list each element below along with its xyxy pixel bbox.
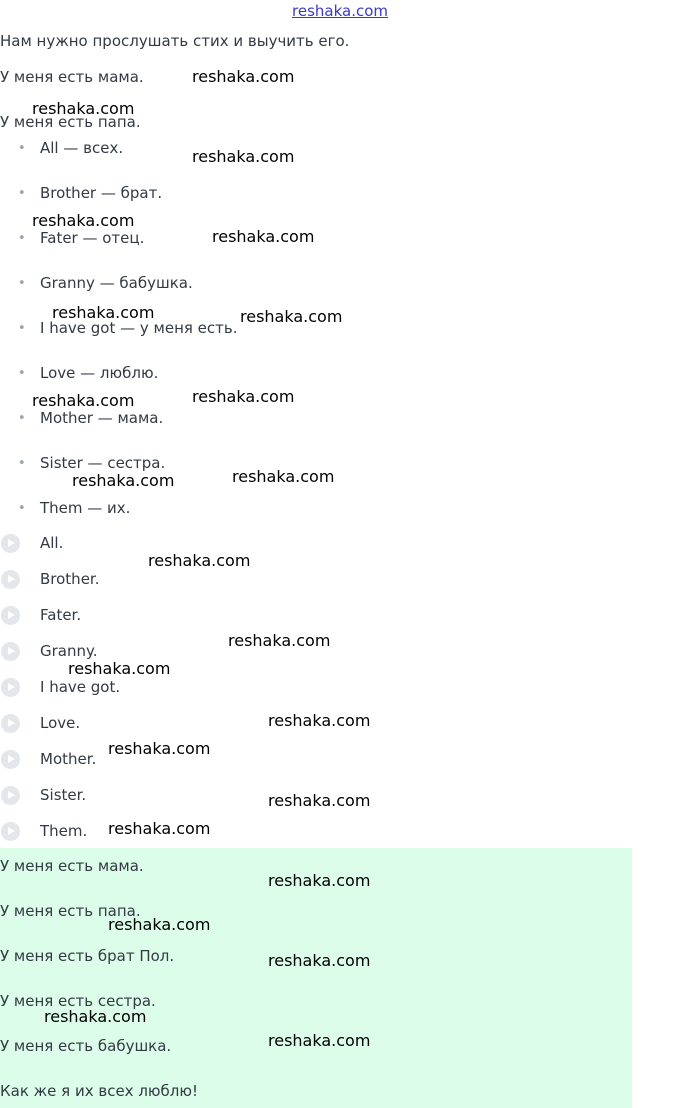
play-audio-icon[interactable]	[1, 714, 20, 733]
audio-word: All.	[40, 534, 64, 552]
watermark: reshaka.com	[268, 791, 371, 810]
watermark: reshaka.com	[32, 391, 135, 410]
intro-text: Нам нужно прослушать стих и выучить его.	[0, 32, 350, 50]
play-audio-icon[interactable]	[1, 606, 20, 625]
audio-word: Love.	[40, 714, 81, 732]
watermark: reshaka.com	[72, 471, 175, 490]
audio-word: Them.	[40, 822, 88, 840]
answer-line: У меня есть папа.	[0, 902, 141, 920]
poem-line: У меня есть мама.	[0, 68, 144, 86]
audio-word: Granny.	[40, 642, 98, 660]
watermark: reshaka.com	[68, 659, 171, 678]
watermark: reshaka.com	[228, 631, 331, 650]
watermark: reshaka.com	[192, 147, 295, 166]
audio-word: I have got.	[40, 678, 121, 696]
play-audio-icon[interactable]	[1, 642, 20, 661]
play-audio-icon[interactable]	[1, 534, 20, 553]
audio-word: Sister.	[40, 786, 87, 804]
play-audio-icon[interactable]	[1, 678, 20, 697]
watermark: reshaka.com	[108, 915, 211, 934]
vocabulary-item: I have got — у меня есть.	[40, 319, 238, 337]
watermark: reshaka.com	[192, 387, 295, 406]
answer-line: У меня есть бабушка.	[0, 1037, 172, 1055]
watermark: reshaka.com	[268, 1031, 371, 1050]
audio-word: Mother.	[40, 750, 97, 768]
bullet: •	[18, 186, 26, 201]
watermark: reshaka.com	[268, 711, 371, 730]
watermark: reshaka.com	[240, 307, 343, 326]
watermark: reshaka.com	[52, 303, 155, 322]
watermark: reshaka.com	[44, 1007, 147, 1026]
vocabulary-item: Mother — мама.	[40, 409, 164, 427]
bullet: •	[18, 411, 26, 426]
watermark: reshaka.com	[108, 819, 211, 838]
watermark: reshaka.com	[32, 211, 135, 230]
audio-word: Fater.	[40, 606, 82, 624]
bullet: •	[18, 501, 26, 516]
watermark: reshaka.com	[212, 227, 315, 246]
site-header-link[interactable]: reshaka.com	[292, 2, 388, 20]
answer-line: Как же я их всех люблю!	[0, 1082, 199, 1100]
play-audio-icon[interactable]	[1, 570, 20, 589]
bullet: •	[18, 321, 26, 336]
vocabulary-item: Fater — отец.	[40, 229, 145, 247]
bullet: •	[18, 231, 26, 246]
bullet: •	[18, 366, 26, 381]
vocabulary-item: Granny — бабушка.	[40, 274, 193, 292]
vocabulary-item: Brother — брат.	[40, 184, 163, 202]
poem-line: У меня есть папа.	[0, 113, 141, 131]
play-audio-icon[interactable]	[1, 786, 20, 805]
audio-word: Brother.	[40, 570, 100, 588]
watermark: reshaka.com	[32, 99, 135, 118]
bullet: •	[18, 276, 26, 291]
bullet: •	[18, 141, 26, 156]
watermark: reshaka.com	[268, 951, 371, 970]
vocabulary-item: Sister — сестра.	[40, 454, 166, 472]
vocabulary-item: Love — люблю.	[40, 364, 159, 382]
answer-line: У меня есть брат Пол.	[0, 947, 175, 965]
watermark: reshaka.com	[192, 67, 295, 86]
watermark: reshaka.com	[108, 739, 211, 758]
vocabulary-item: All — всех.	[40, 139, 124, 157]
watermark: reshaka.com	[148, 551, 251, 570]
watermark: reshaka.com	[268, 871, 371, 890]
watermark: reshaka.com	[232, 467, 335, 486]
bullet: •	[18, 456, 26, 471]
vocabulary-item: Them — их.	[40, 499, 131, 517]
answer-line: У меня есть сестра.	[0, 992, 156, 1010]
play-audio-icon[interactable]	[1, 750, 20, 769]
play-audio-icon[interactable]	[1, 822, 20, 841]
answer-line: У меня есть мама.	[0, 857, 144, 875]
